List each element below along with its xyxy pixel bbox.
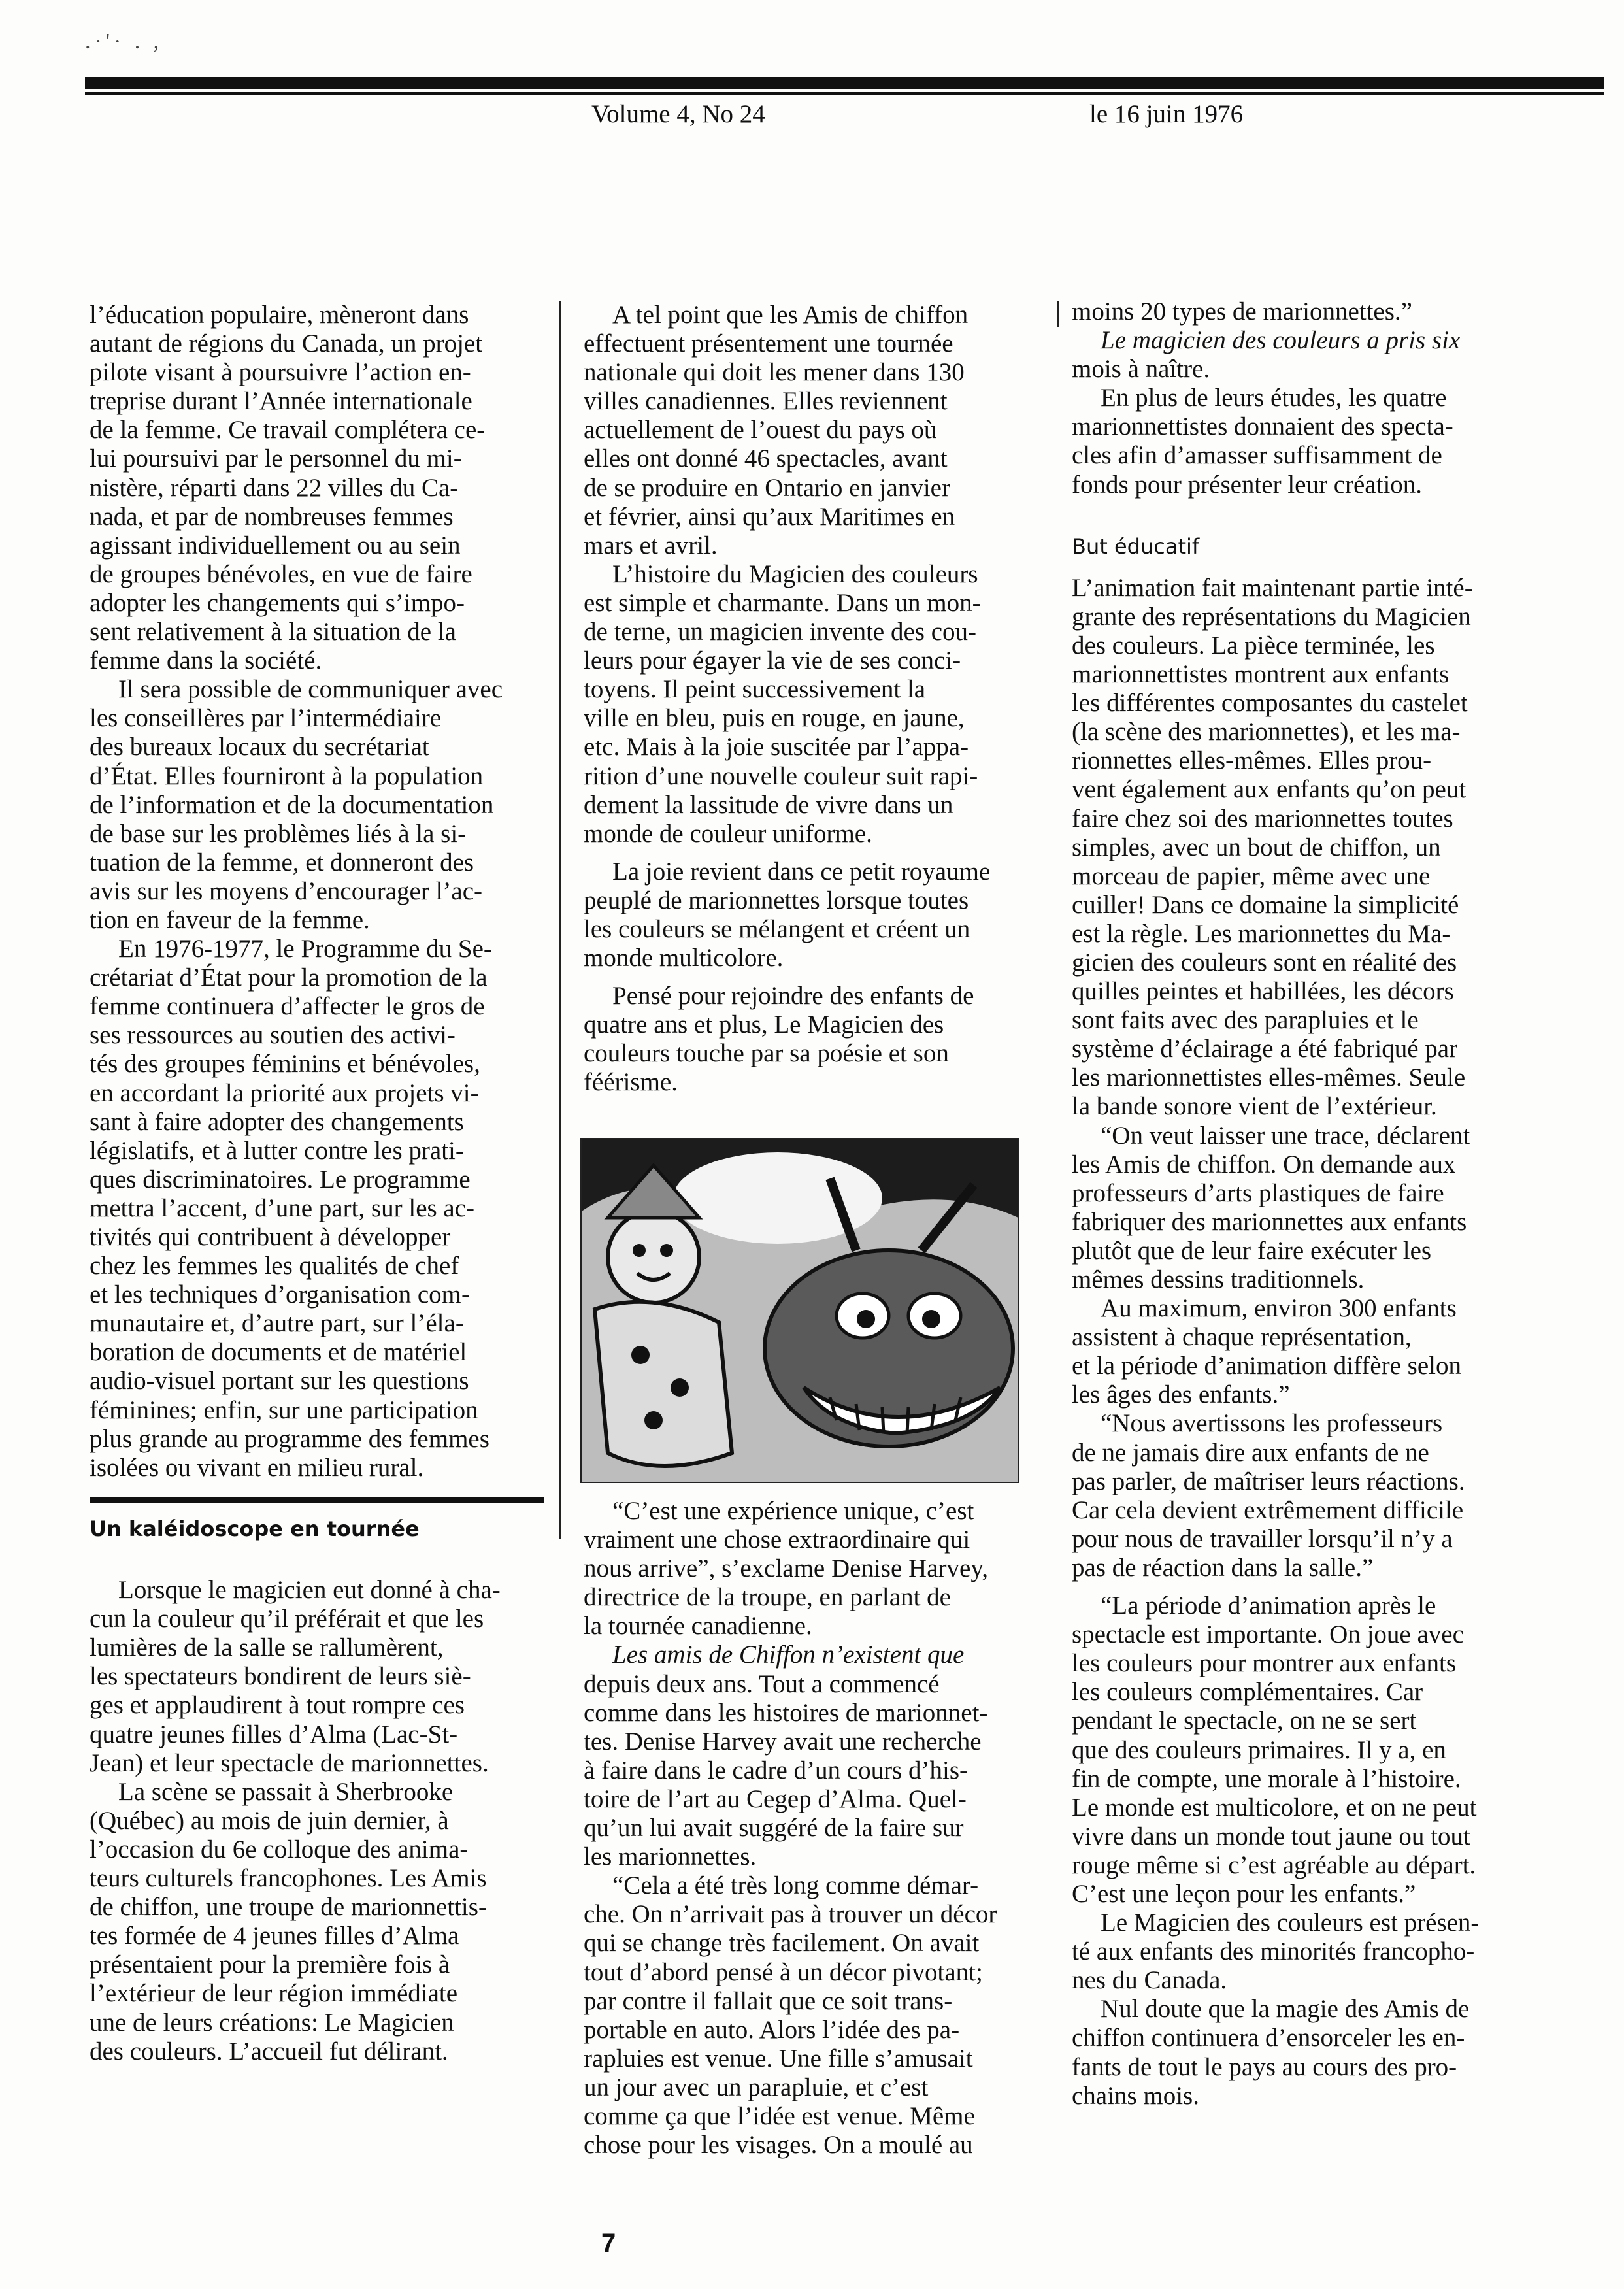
- text-line: dement la lassitude de vivre dans un: [584, 790, 953, 819]
- text-line: C’est une leçon pour les enfants.”: [1072, 1879, 1416, 1908]
- text-line: pour nous de travailler lorsqu’il n’y a: [1072, 1524, 1453, 1553]
- paragraph: [1072, 1592, 1516, 1909]
- text-line: pendant le spectacle, on ne se sert: [1072, 1707, 1417, 1735]
- text-line: morceau de papier, même avec une: [1072, 861, 1431, 890]
- text-line: chiffon continuera d’ensorceler les en-: [1072, 2024, 1465, 2052]
- column-2-continued: [584, 1497, 1028, 2160]
- text-line: che. On n’arrivait pas à trouver un décor: [584, 1900, 997, 1929]
- text-line: professeurs d’arts plastiques de faire: [1072, 1178, 1444, 1207]
- text-line: portable en auto. Alors l’idée des pa-: [584, 2015, 960, 2044]
- text-line: monde multicolore.: [584, 944, 784, 973]
- text-line: sent relativement à la situation de la: [90, 618, 456, 646]
- text-line: cuiller! Dans ce domaine la simplicité: [1072, 890, 1459, 919]
- text-line: féérisme.: [584, 1068, 678, 1097]
- text-line: ses ressources au soutien des activi-: [90, 1021, 456, 1050]
- text-line: d’État. Elles fourniront à la population: [90, 761, 484, 790]
- text-line: pilote visant à poursuivre l’action en-: [90, 358, 471, 387]
- text-line: tivités qui contribuent à développer: [90, 1223, 451, 1251]
- text-line: présentaient pour la première fois à: [90, 1950, 450, 1979]
- text-line: les couleurs complémentaires. Car: [1072, 1678, 1423, 1707]
- text-line: effectuent présentement une tournée: [584, 329, 953, 358]
- paragraph: [1072, 1995, 1516, 2110]
- text-line: lui poursuivi par le personnel du mi-: [90, 444, 462, 473]
- text-line: villes canadiennes. Elles reviennent: [584, 387, 948, 416]
- text-line: les marionnettes.: [584, 1843, 757, 1871]
- text-line: audio-visuel portant sur les questions: [90, 1367, 469, 1395]
- text-line: isolées ou vivant en milieu rural.: [90, 1453, 424, 1482]
- volume-number: Volume 4, No 24: [591, 100, 765, 128]
- text-line: tés des groupes féminins et bénévoles,: [90, 1050, 480, 1078]
- paragraph: [1072, 1909, 1516, 1995]
- text-line: monde de couleur uniforme.: [584, 819, 872, 848]
- text-line: depuis deux ans. Tout a commencé: [584, 1669, 940, 1698]
- text-line: mars et avril.: [584, 531, 718, 560]
- text-line: avis sur les moyens d’encourager l’ac-: [90, 877, 483, 905]
- puppet-photo: [580, 1138, 1019, 1483]
- paragraph: [1072, 297, 1516, 326]
- text-line: de la femme. Ce travail complétera ce-: [90, 416, 486, 444]
- text-line: tes. Denise Harvey avait une recherche: [584, 1727, 982, 1756]
- text-line: de base sur les problèmes liés à la si-: [90, 819, 467, 848]
- text-line: plutôt que de leur faire exécuter les: [1072, 1236, 1432, 1265]
- text-line: “La période d’animation après le: [1101, 1592, 1436, 1620]
- text-line: té aux enfants des minorités francopho-: [1072, 1937, 1475, 1966]
- text-line: les conseillères par l’intermédiaire: [90, 704, 442, 733]
- text-line: ville en bleu, puis en rouge, en jaune,: [584, 704, 965, 733]
- text-line: la bande sonore vient de l’extérieur.: [1072, 1092, 1437, 1121]
- text-line: de ne jamais dire aux enfants de ne: [1072, 1438, 1429, 1467]
- paragraph: [584, 1871, 1028, 2160]
- text-line: de l’information et de la documentation: [90, 790, 494, 819]
- text-line: les Amis de chiffon. On demande aux: [1072, 1150, 1456, 1178]
- text-line: de chiffon, une troupe de marionnettis-: [90, 1893, 487, 1922]
- text-line: pas de réaction dans la salle.”: [1072, 1553, 1374, 1582]
- text-line: L’animation fait maintenant partie inté-: [1072, 573, 1473, 602]
- column-2: [584, 301, 1028, 1097]
- text-line: mêmes dessins traditionnels.: [1072, 1265, 1365, 1294]
- text-line: les âges des enfants.”: [1072, 1380, 1290, 1409]
- text-line: toire de l’art au Cegep d’Alma. Quel-: [584, 1784, 967, 1813]
- text-line: directrice de la troupe, en parlant de: [584, 1583, 951, 1612]
- paragraph: [584, 1641, 1028, 1871]
- paragraph: [1072, 384, 1516, 499]
- text-line: ques discriminatoires. Le programme: [90, 1165, 471, 1194]
- text-line: les spectateurs bondirent de leurs siè-: [90, 1662, 471, 1691]
- text-line: mois à naître.: [1072, 355, 1210, 384]
- text-line: féminines; enfin, sur une participation: [90, 1395, 478, 1424]
- text-line: adopter les changements qui s’impo-: [90, 588, 465, 617]
- text-line: En 1976-1977, le Programme du Se-: [118, 935, 492, 963]
- text-line: “Cela a été très long comme démar-: [612, 1871, 979, 1900]
- text-line: fonds pour présenter leur création.: [1072, 470, 1423, 499]
- text-line: les marionnettistes elles-mêmes. Seule: [1072, 1063, 1466, 1092]
- issue-date: le 16 juin 1976: [1089, 100, 1244, 128]
- text-line: La joie revient dans ce petit royaume: [612, 857, 991, 886]
- text-line: qu’un lui avait suggéré de la faire sur: [584, 1814, 964, 1843]
- text-line: moins 20 types de marionnettes.”: [1072, 297, 1412, 326]
- text-line: pas parler, de maîtriser leurs réactions.: [1072, 1467, 1465, 1495]
- text-line: La scène se passait à Sherbrooke: [118, 1777, 454, 1806]
- paragraph: [1072, 1294, 1516, 1409]
- section-heading: But éducatif: [1072, 533, 1200, 559]
- text-line: tion en faveur de la femme.: [90, 905, 370, 934]
- text-line: tuation de la femme, et donneront des: [90, 848, 474, 877]
- text-line: vent également aux enfants qu’on peut: [1072, 775, 1467, 804]
- text-line: de groupes bénévoles, en vue de faire: [90, 560, 472, 588]
- text-line: treprise durant l’Année internationale: [90, 387, 472, 416]
- text-line: l’occasion du 6e colloque des anima-: [90, 1835, 469, 1863]
- text-line: Jean) et leur spectacle de marionnettes.: [90, 1748, 489, 1777]
- text-line: mettra l’accent, d’une part, sur les ac-: [90, 1194, 475, 1222]
- text-line: les couleurs se mélangent et créent un: [584, 914, 970, 943]
- text-line: sont faits avec des parapluies et le: [1072, 1006, 1419, 1035]
- text-line: leurs pour égayer la vie de ses conci-: [584, 646, 961, 675]
- text-line: plus grande au programme des femmes: [90, 1424, 489, 1453]
- paragraph: [584, 982, 1028, 1097]
- text-line: législatifs, et à lutter contre les prati-: [90, 1136, 464, 1165]
- paragraph: [90, 301, 534, 675]
- text-line: Les amis de Chiffon n’existent que: [612, 1641, 965, 1669]
- text-line: teurs culturels francophones. Les Amis: [90, 1864, 487, 1893]
- text-line: l’extérieur de leur région immédiate: [90, 1979, 458, 2008]
- text-line: Il sera possible de communiquer avec: [118, 675, 503, 704]
- text-line: système d’éclairage a été fabriqué par: [1072, 1035, 1458, 1063]
- text-line: En plus de leurs études, les quatre: [1101, 384, 1447, 412]
- paragraph: [90, 675, 534, 935]
- text-line: vraiment une chose extraordinaire qui: [584, 1526, 970, 1554]
- text-line: actuellement de l’ouest du pays où: [584, 416, 937, 444]
- text-line: (Québec) au mois de juin dernier, à: [90, 1806, 449, 1835]
- text-line: marionnettistes montrent aux enfants: [1072, 660, 1450, 689]
- paragraph: [1072, 1122, 1516, 1295]
- text-line: un jour avec un parapluie, et c’est: [584, 2073, 929, 2101]
- text-line: rapluies est venue. Une fille s’amusait: [584, 2044, 973, 2073]
- text-line: “C’est une expérience unique, c’est: [612, 1497, 974, 1525]
- text-line: gicien des couleurs sont en réalité des: [1072, 948, 1457, 977]
- text-line: qui se change très facilement. On avait: [584, 1929, 980, 1958]
- text-line: autant de régions du Canada, un projet: [90, 329, 483, 358]
- text-line: boration de documents et de matériel: [90, 1338, 467, 1367]
- text-line: “On veut laisser une trace, déclarent: [1101, 1121, 1470, 1150]
- page-number: 7: [601, 2229, 616, 2258]
- paragraph: [584, 858, 1028, 973]
- text-line: en accordant la priorité aux projets vi-: [90, 1078, 479, 1107]
- scan-specks: .·'· . ,: [85, 29, 163, 54]
- text-line: Car cela devient extrêmement difficile: [1072, 1495, 1464, 1524]
- text-line: comme dans les histoires de marionnet-: [584, 1698, 988, 1727]
- text-line: fin de compte, une morale à l’histoire.: [1072, 1764, 1461, 1793]
- text-line: rouge même si c’est agréable au départ.: [1072, 1850, 1476, 1879]
- paragraph: [584, 560, 1028, 848]
- text-line: quatre jeunes filles d’Alma (Lac-St-: [90, 1720, 458, 1748]
- text-line: chose pour les visages. On a moulé au: [584, 2131, 973, 2160]
- paragraph: [584, 301, 1028, 560]
- text-line: ges et applaudirent à tout rompre ces: [90, 1691, 465, 1720]
- text-line: “Nous avertissons les professeurs: [1101, 1409, 1443, 1438]
- text-line: Pensé pour rejoindre des enfants de: [612, 982, 974, 1011]
- text-line: une de leurs créations: Le Magicien: [90, 2008, 454, 2037]
- text-line: crétariat d’État pour la promotion de la: [90, 963, 488, 992]
- column-1-section: [90, 1514, 534, 2066]
- paragraph: [584, 1497, 1028, 1641]
- text-line: Au maximum, environ 300 enfants: [1101, 1294, 1457, 1323]
- text-line: Lorsque le magicien eut donné à cha-: [118, 1576, 501, 1605]
- paragraph: [90, 935, 534, 1482]
- text-line: la tournée canadienne.: [584, 1612, 812, 1641]
- text-line: assistent à chaque représentation,: [1072, 1323, 1412, 1352]
- section-heading: Un kaléidoscope en tournée: [90, 1516, 420, 1541]
- paragraph: [1072, 574, 1516, 1122]
- text-line: fabriquer des marionnettes aux enfants: [1072, 1207, 1467, 1236]
- column-3: [1072, 297, 1516, 2111]
- text-line: (la scène des marionnettes), et les ma-: [1072, 718, 1461, 746]
- text-line: marionnettistes donnaient des specta-: [1072, 412, 1453, 441]
- text-line: toyens. Il peint successivement la: [584, 675, 926, 704]
- text-line: femme continuera d’affecter le gros de: [90, 992, 485, 1021]
- text-line: de se produire en Ontario en janvier: [584, 473, 950, 502]
- text-line: quatre ans et plus, Le Magicien des: [584, 1011, 944, 1039]
- text-line: couleurs touche par sa poésie et son: [584, 1039, 949, 1068]
- paragraph: [90, 1576, 534, 1778]
- text-line: que des couleurs primaires. Il y a, en: [1072, 1735, 1446, 1764]
- text-line: elles ont donné 46 spectacles, avant: [584, 444, 948, 473]
- text-line: à faire dans le cadre d’un cours d’his-: [584, 1756, 968, 1784]
- text-line: et février, ainsi qu’aux Maritimes en: [584, 502, 955, 531]
- paragraph: [1072, 326, 1516, 384]
- text-line: des couleurs. L’accueil fut délirant.: [90, 2037, 448, 2065]
- text-line: femme dans la société.: [90, 646, 322, 675]
- text-line: de terne, un magicien invente des cou-: [584, 618, 977, 646]
- text-line: etc. Mais à la joie suscitée par l’appa-: [584, 733, 969, 761]
- text-line: des bureaux locaux du secrétariat: [90, 733, 429, 761]
- text-line: nada, et par de nombreuses femmes: [90, 502, 454, 531]
- text-line: et les techniques d’organisation com-: [90, 1280, 470, 1309]
- text-line: chez les femmes les qualités de chef: [90, 1252, 459, 1280]
- text-line: nes du Canada.: [1072, 1966, 1227, 1995]
- masthead-rule: [85, 77, 1604, 89]
- text-line: rition d’une nouvelle couleur suit rapi-: [584, 761, 978, 790]
- text-line: faire chez soi des marionnettes toutes: [1072, 804, 1453, 833]
- text-line: munautaire et, d’autre part, sur l’éla-: [90, 1309, 464, 1338]
- text-line: rionnettes elles-mêmes. Elles prou-: [1072, 746, 1432, 775]
- text-line: grante des représentations du Magicien: [1072, 602, 1471, 631]
- text-line: est la règle. Les marionnettes du Ma-: [1072, 919, 1451, 948]
- text-line: l’éducation populaire, mèneront dans: [90, 301, 469, 329]
- paragraph: [90, 1778, 534, 2066]
- text-line: simples, avec un bout de chiffon, un: [1072, 833, 1441, 861]
- text-line: cun la couleur qu’il préférait et que les: [90, 1605, 484, 1633]
- text-line: tes formée de 4 jeunes filles d’Alma: [90, 1922, 459, 1950]
- text-line: Le monde est multicolore, et on ne peut: [1072, 1793, 1477, 1822]
- text-line: spectacle est importante. On joue avec: [1072, 1620, 1464, 1649]
- column-separator-2: [1057, 301, 1059, 327]
- paragraph: [1072, 1409, 1516, 1582]
- text-line: nous arrive”, s’exclame Denise Harvey,: [584, 1554, 989, 1583]
- column-1: [90, 301, 534, 1482]
- text-line: Nul doute que la magie des Amis de: [1101, 1995, 1470, 2024]
- text-line: Le magicien des couleurs a pris six: [1101, 326, 1461, 355]
- text-line: peuplé de marionnettes lorsque toutes: [584, 886, 969, 914]
- text-line: A tel point que les Amis de chiffon: [612, 301, 969, 329]
- text-line: nationale qui doit les mener dans 130: [584, 358, 965, 387]
- text-line: sant à faire adopter des changements: [90, 1107, 464, 1136]
- masthead-rule-thin: [85, 92, 1604, 95]
- text-line: et la période d’animation diffère selon: [1072, 1352, 1461, 1380]
- text-line: lumières de la salle se rallumèrent,: [90, 1633, 444, 1662]
- text-line: L’histoire du Magicien des couleurs: [612, 560, 978, 588]
- text-line: comme ça que l’idée est venue. Même: [584, 2101, 975, 2130]
- text-line: par contre il fallait que ce soit trans-: [584, 1986, 953, 2015]
- text-line: nistère, réparti dans 22 villes du Ca-: [90, 473, 459, 502]
- text-line: vivre dans un monde tout jaune ou tout: [1072, 1822, 1470, 1850]
- text-line: les couleurs pour montrer aux enfants: [1072, 1649, 1457, 1678]
- text-line: les différentes composantes du castelet: [1072, 689, 1468, 718]
- text-line: fants de tout le pays au cours des pro-: [1072, 2052, 1457, 2081]
- column-separator-1: [559, 301, 561, 1539]
- text-line: tout d’abord pensé à un décor pivotant;: [584, 1958, 983, 1986]
- text-line: des couleurs. La pièce terminée, les: [1072, 631, 1435, 660]
- text-line: agissant individuellement ou au sein: [90, 531, 461, 560]
- text-line: quilles peintes et habillées, les décors: [1072, 977, 1454, 1006]
- text-line: chains mois.: [1072, 2081, 1199, 2110]
- text-line: cles afin d’amasser suffisamment de: [1072, 441, 1442, 470]
- text-line: Le Magicien des couleurs est présen-: [1101, 1909, 1480, 1937]
- text-line: est simple et charmante. Dans un mon-: [584, 588, 981, 617]
- section-divider: [90, 1497, 544, 1503]
